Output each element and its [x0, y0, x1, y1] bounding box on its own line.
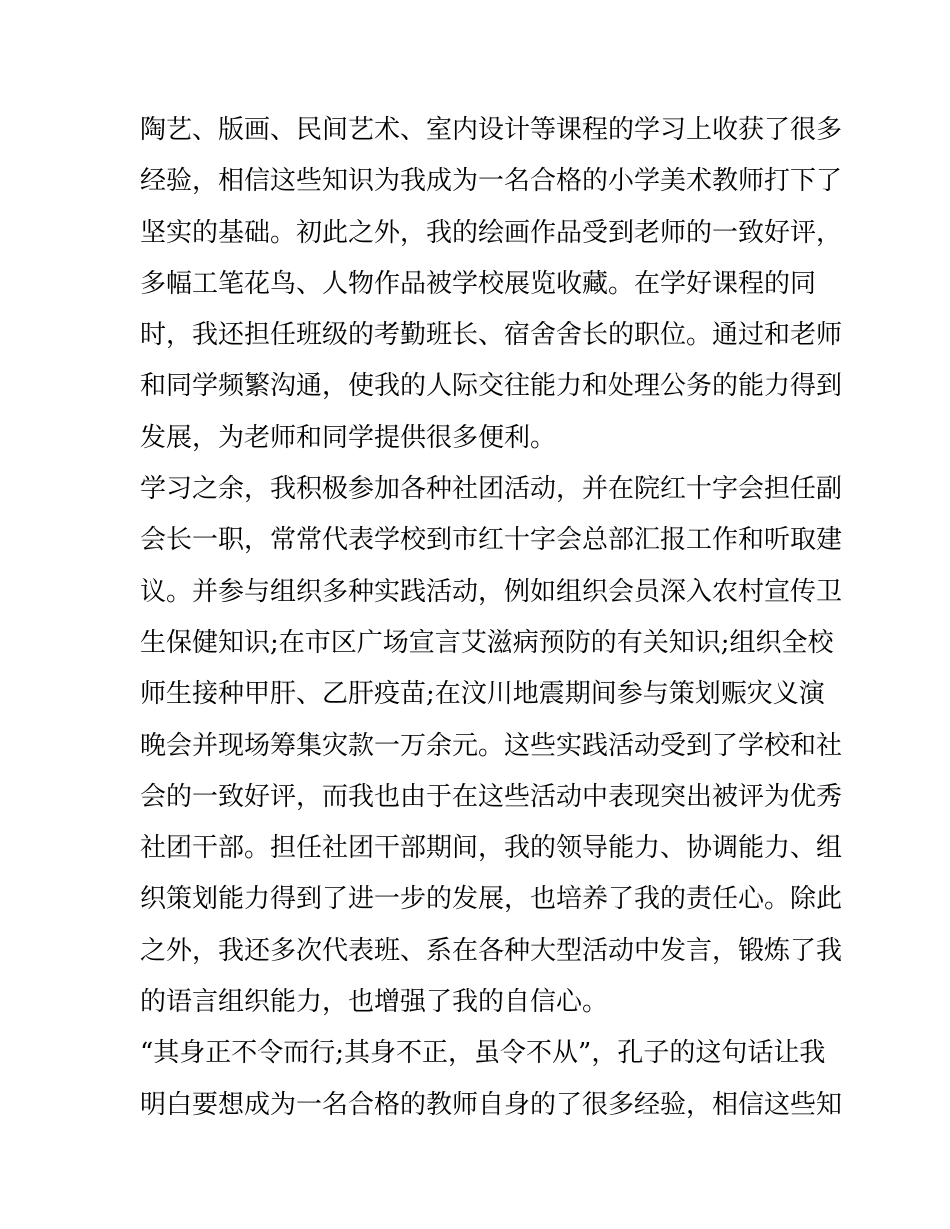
text-line: “其身正不令而行;其身不正，虽令不从”，孔子的这句话让我	[140, 1038, 826, 1069]
text-line: 明白要想成为一名合格的教师自身的了很多经验，相信这些知	[140, 1089, 843, 1120]
text-line: 社团干部。担任社团干部期间，我的领导能力、协调能力、组	[140, 833, 843, 864]
text-line: 会长一职，常常代表学校到市红十字会总部汇报工作和听取建	[140, 525, 843, 556]
text-line: 织策划能力得到了进一步的发展，也培养了我的责任心。除此	[140, 884, 843, 915]
text-line: 议。并参与组织多种实践活动，例如组织会员深入农村宣传卫	[140, 576, 843, 607]
text-line: 晚会并现场筹集灾款一万余元。这些实践活动受到了学校和社	[140, 730, 843, 761]
text-line: 之外，我还多次代表班、系在各种大型活动中发言，锻炼了我	[140, 935, 843, 966]
body-text	[140, 105, 843, 1131]
text-line: 发展，为老师和同学提供很多便利。	[140, 422, 557, 453]
text-line: 生保健知识;在市区广场宣言艾滋病预防的有关知识;组织全校	[140, 627, 834, 658]
text-line: 经验，相信这些知识为我成为一名合格的小学美术教师打下了	[140, 166, 843, 197]
text-line: 的语言组织能力，也增强了我的自信心。	[140, 987, 609, 1018]
text-line: 和同学频繁沟通，使我的人际交往能力和处理公务的能力得到	[140, 371, 843, 402]
text-line: 坚实的基础。初此之外，我的绘画作品受到老师的一致好评，	[140, 217, 843, 248]
text-line: 陶艺、版画、民间艺术、室内设计等课程的学习上收获了很多	[140, 115, 843, 145]
text-line: 师生接种甲肝、乙肝疫苗;在汶川地震期间参与策划赈灾义演	[140, 679, 825, 710]
text-line: 多幅工笔花鸟、人物作品被学校展览收藏。在学好课程的同	[140, 268, 817, 299]
text-line: 时，我还担任班级的考勤班长、宿舍舍长的职位。通过和老师	[140, 320, 843, 351]
text-line: 学习之余，我积极参加各种社团活动，并在院红十字会担任副	[140, 474, 843, 505]
text-line: 会的一致好评，而我也由于在这些活动中表现突出被评为优秀	[140, 781, 843, 812]
